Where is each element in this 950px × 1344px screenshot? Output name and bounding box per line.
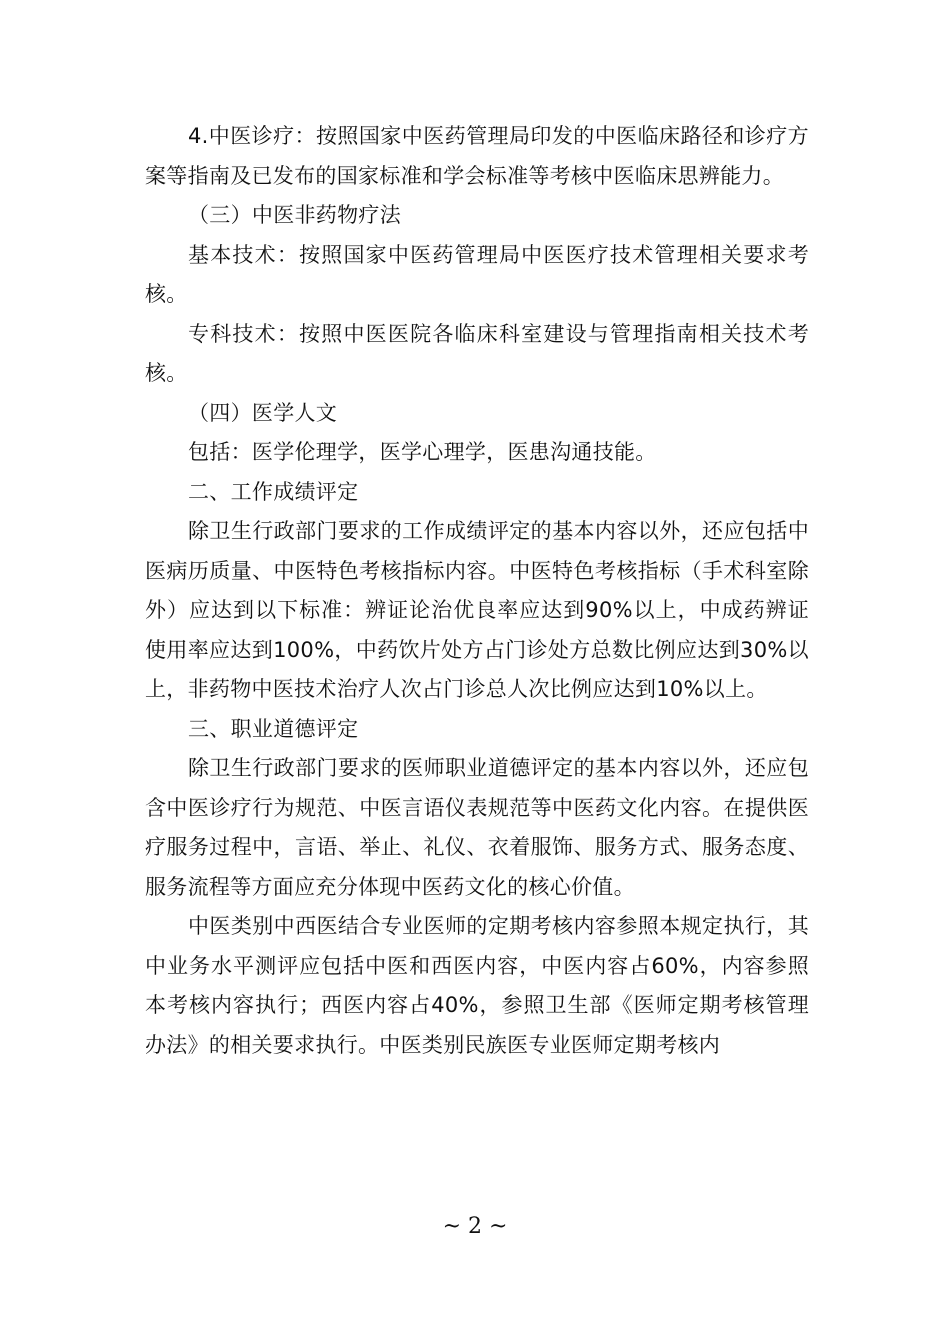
document-body: [145, 117, 809, 1065]
paragraph-specialty-techniques: 专科技术：按照中医医院各临床科室建设与管理指南相关技术考核。: [145, 321, 809, 385]
paragraph-humanities-scope: 包括：医学伦理学，医学心理学，医患沟通技能。: [188, 440, 657, 464]
heading-work-performance: 二、工作成绩评定: [188, 479, 359, 504]
paragraph-integrated-medicine: 中医类别中西医结合专业医师的定期考核内容参照本规定执行，其中业务水平测评应包括中医和西医内容，中医内容占60%，内容参照本考核内容执行；西医内容占40%，参照卫生部《医师定期考核管理办法》的相关要求执行。中医类别民族医专业医师定期考核内: [145, 914, 809, 1057]
paragraph-work-performance: 除卫生行政部门要求的工作成绩评定的基本内容以外，还应包括中医病历质量、中医特色考核指标内容。中医特色考核指标（手术科室除外）应达到以下标准：辨证论治优良率应达到90%以上，中成药辨证使用率应达到100%，中药饮片处方占门诊处方总数比例应达到30%以上，非药物中医技术治疗人次占门诊总人次比例应达到10%以上。: [145, 519, 809, 701]
paragraph-tcm-diagnosis: 4.中医诊疗：按照国家中医药管理局印发的中医临床路径和诊疗方案等指南及已发布的国家标准和学会标准等考核中医临床思辨能力。: [145, 124, 809, 188]
paragraph-basic-techniques: 基本技术：按照国家中医药管理局中医医疗技术管理相关要求考核。: [145, 242, 809, 306]
heading-non-drug-therapy: （三）中医非药物疗法: [188, 203, 401, 227]
heading-professional-ethics: 三、职业道德评定: [188, 716, 359, 741]
page-number: ~ 2 ~: [442, 1214, 508, 1239]
heading-medical-humanities: （四）医学人文: [188, 400, 338, 425]
paragraph-professional-ethics: 除卫生行政部门要求的医师职业道德评定的基本内容以外，还应包含中医诊疗行为规范、中医言语仪表规范等中医药文化内容。在提供医疗服务过程中，言语、举止、礼仪、衣着服饰、服务方式、服务态度、服务流程等方面应充分体现中医药文化的核心价值。: [145, 756, 809, 899]
